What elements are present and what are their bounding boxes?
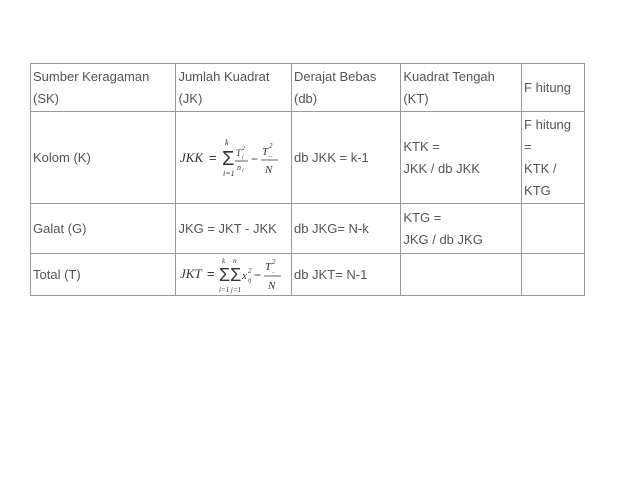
svg-text:T: T xyxy=(236,147,242,158)
f-kolom-line1: F hitung xyxy=(524,116,572,132)
svg-text:i: i xyxy=(242,167,245,174)
svg-text:2: 2 xyxy=(242,145,246,152)
cell-db-total xyxy=(291,254,400,296)
sk-total-label: Total (T) xyxy=(33,266,81,282)
jkg-value: JKG = JKT - JKK xyxy=(178,220,277,236)
svg-text:2: 2 xyxy=(272,257,276,266)
header-db-line2: (db) xyxy=(293,90,318,106)
svg-text:JKT: JKT xyxy=(180,265,203,281)
f-kolom-line4: KTG xyxy=(524,182,551,198)
svg-text:i: i xyxy=(242,154,245,161)
header-derajat-bebas xyxy=(291,64,400,112)
cell-kt-galat xyxy=(401,204,522,254)
svg-text:i=1 j=1: i=1 j=1 xyxy=(219,285,242,294)
header-kuadrat-tengah xyxy=(401,64,522,112)
table-row-total xyxy=(31,254,585,296)
svg-text:k: k xyxy=(222,256,226,265)
ktk-line2: JKK / db JKK xyxy=(403,160,480,176)
ktg-line2: JKG / db JKG xyxy=(403,231,483,247)
svg-text:−: − xyxy=(251,151,259,166)
svg-text:..: .. xyxy=(272,268,276,275)
header-sk-line1: Sumber Keragaman xyxy=(33,68,150,84)
svg-text:n: n xyxy=(233,256,237,265)
svg-text:k: k xyxy=(225,137,230,147)
cell-jk-galat xyxy=(176,204,292,254)
db-kolom-value: db JKK = k-1 xyxy=(293,149,369,165)
table-row-kolom xyxy=(31,112,585,204)
cell-sk-galat xyxy=(31,204,176,254)
cell-sk-kolom xyxy=(31,112,176,204)
anova-table xyxy=(30,63,585,296)
svg-text:−: − xyxy=(254,267,262,282)
cell-kt-kolom xyxy=(401,112,522,204)
cell-jk-total xyxy=(176,254,292,296)
header-db-line1: Derajat Bebas xyxy=(293,68,377,84)
cell-f-galat xyxy=(522,204,585,254)
svg-text:n: n xyxy=(237,162,242,172)
header-jk-line2: (JK) xyxy=(178,90,203,106)
svg-text:Σ: Σ xyxy=(222,147,235,170)
f-kolom-line3: KTK / xyxy=(524,160,557,176)
svg-text:N: N xyxy=(265,163,273,176)
db-galat-value: db JKG= N-k xyxy=(293,220,369,236)
ktk-line1: KTK = xyxy=(403,138,440,154)
header-kt-line1: Kuadrat Tengah xyxy=(403,68,495,84)
db-total-value: db JKT= N-1 xyxy=(293,266,368,282)
svg-text:i=1: i=1 xyxy=(223,168,236,178)
cell-f-total xyxy=(522,254,585,296)
svg-text:ΣΣ: ΣΣ xyxy=(219,264,242,285)
svg-text:T: T xyxy=(262,145,269,158)
header-f-label: F hitung xyxy=(524,79,572,95)
sk-kolom-label: Kolom (K) xyxy=(33,149,91,165)
table-row-galat xyxy=(31,204,585,254)
jkt-formula xyxy=(178,255,286,295)
f-kolom-line2: = xyxy=(524,138,532,154)
cell-f-kolom xyxy=(522,112,585,204)
header-kt-line2: (KT) xyxy=(403,90,429,106)
header-f-hitung xyxy=(522,64,585,112)
svg-text:x: x xyxy=(242,269,248,282)
cell-jk-kolom xyxy=(176,112,292,204)
sk-galat-label: Galat (G) xyxy=(33,220,87,236)
svg-text:T: T xyxy=(265,260,272,273)
svg-text:..: .. xyxy=(269,152,273,159)
cell-sk-total xyxy=(31,254,176,296)
cell-kt-total xyxy=(401,254,522,296)
svg-text:N: N xyxy=(268,279,276,292)
cell-db-kolom xyxy=(291,112,400,204)
svg-text:2: 2 xyxy=(248,266,252,275)
header-sumber-keragaman xyxy=(31,64,176,112)
cell-db-galat xyxy=(291,204,400,254)
ktg-line1: KTG = xyxy=(403,209,442,225)
svg-text:JKK: JKK xyxy=(180,149,204,165)
svg-text:2: 2 xyxy=(269,141,273,150)
jkk-formula xyxy=(178,136,286,180)
svg-text:ij: ij xyxy=(248,277,252,284)
svg-text:=: = xyxy=(207,265,216,281)
table-header-row xyxy=(31,64,585,112)
header-sk-line2: (SK) xyxy=(33,90,59,106)
header-jk-line1: Jumlah Kuadrat xyxy=(178,68,270,84)
header-jumlah-kuadrat xyxy=(176,64,292,112)
svg-text:=: = xyxy=(209,149,218,165)
